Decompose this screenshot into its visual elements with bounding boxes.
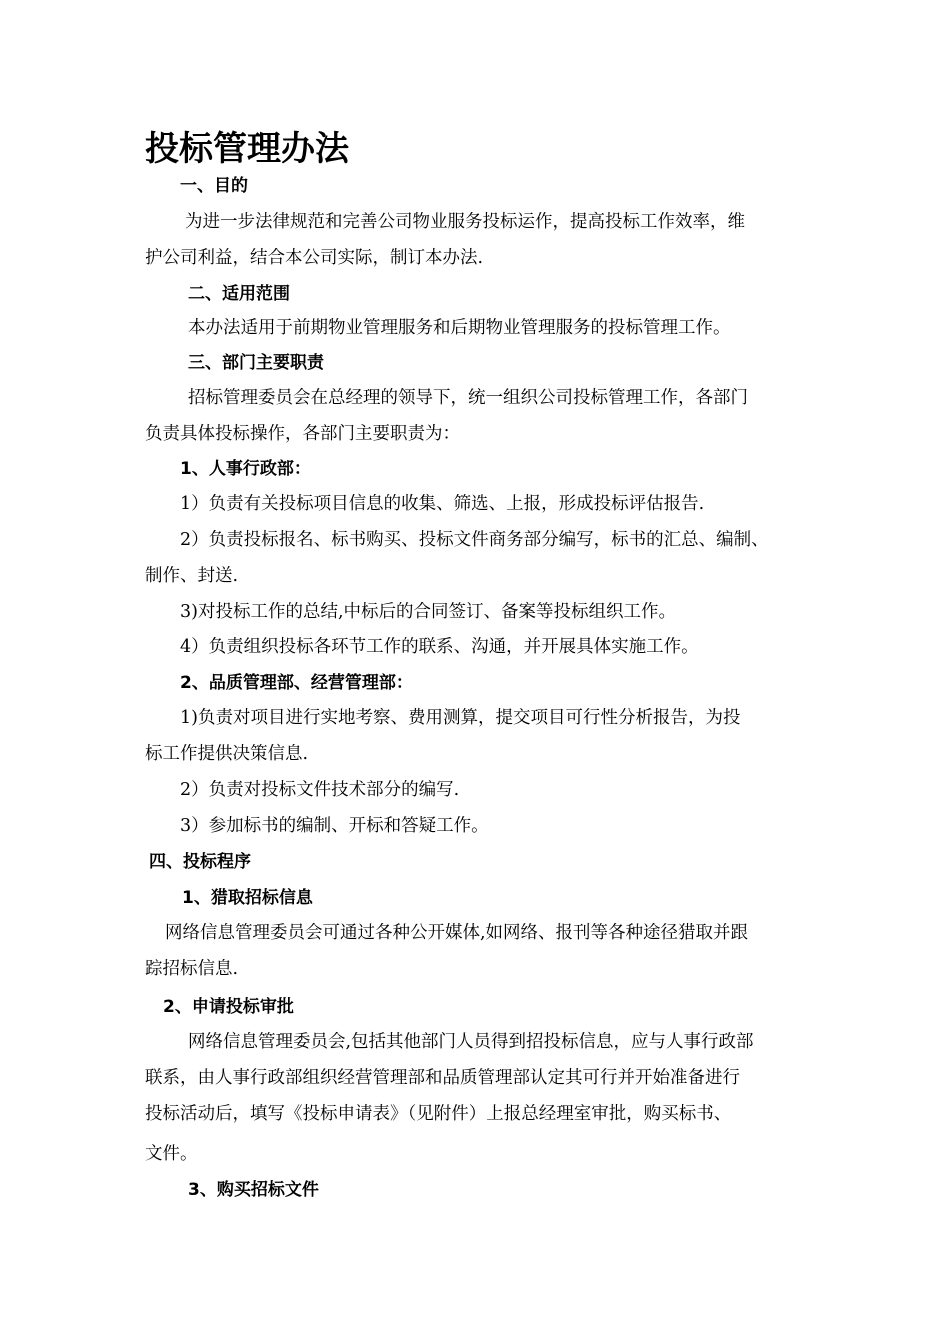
paragraph-line: 招标管理委员会在总经理的领导下，统一组织公司投标管理工作，各部门	[188, 388, 748, 408]
section-heading-purpose: 一、目的	[180, 176, 248, 196]
list-item: 2）负责投标报名、标书购买、投标文件商务部分编写，标书的汇总、编制、	[180, 530, 769, 550]
paragraph-line: 负责具体投标操作，各部门主要职责为：	[145, 424, 460, 444]
paragraph-line: 踪招标信息.	[145, 959, 239, 979]
subheading-obtain-info: 1、猎取招标信息	[182, 888, 313, 908]
subheading-hr-admin: 1、人事行政部：	[180, 459, 311, 479]
paragraph-line: 投标活动后，填写《投标申请表》（见附件）上报总经理室审批，购买标书、	[145, 1104, 732, 1124]
section-heading-scope: 二、适用范围	[188, 284, 290, 304]
paragraph-line: 联系，由人事行政部组织经营管理部和品质管理部认定其可行并开始准备进行	[145, 1068, 740, 1088]
paragraph-line: 网络信息管理委员会可通过各种公开媒体,如网络、报刊等各种途径猎取并跟	[165, 923, 749, 943]
list-item: 2）负责对投标文件技术部分的编写.	[180, 780, 460, 800]
paragraph-line: 护公司利益，结合本公司实际，制订本办法.	[145, 248, 484, 268]
list-item: 4）负责组织投标各环节工作的联系、沟通，并开展具体实施工作。	[180, 637, 699, 657]
list-item: 1）负责有关投标项目信息的收集、筛选、上报，形成投标评估报告.	[180, 494, 705, 514]
document-title: 投标管理办法	[145, 129, 349, 169]
paragraph-line: 文件。	[145, 1144, 198, 1164]
list-item: 1)负责对项目进行实地考察、费用测算，提交项目可行性分析报告，为投	[180, 708, 741, 728]
list-item-continuation: 制作、封送.	[145, 566, 239, 586]
paragraph-line: 本办法适用于前期物业管理服务和后期物业管理服务的投标管理工作。	[188, 318, 731, 338]
subheading-quality-operations: 2、品质管理部、经营管理部：	[180, 673, 413, 693]
paragraph-line: 网络信息管理委员会,包括其他部门人员得到招投标信息，应与人事行政部	[188, 1032, 754, 1052]
list-item: 3）参加标书的编制、开标和答疑工作。	[180, 816, 489, 836]
list-item-continuation: 标工作提供决策信息.	[145, 744, 309, 764]
section-heading-procedure: 四、投标程序	[149, 852, 251, 872]
subheading-buy-documents: 3、购买招标文件	[188, 1180, 319, 1200]
section-heading-duties: 三、部门主要职责	[188, 353, 324, 373]
paragraph-line: 为进一步法律规范和完善公司物业服务投标运作，提高投标工作效率，维	[185, 212, 745, 232]
subheading-apply-approval: 2、申请投标审批	[163, 997, 294, 1017]
list-item: 3)对投标工作的总结,中标后的合同签订、备案等投标组织工作。	[180, 602, 677, 622]
